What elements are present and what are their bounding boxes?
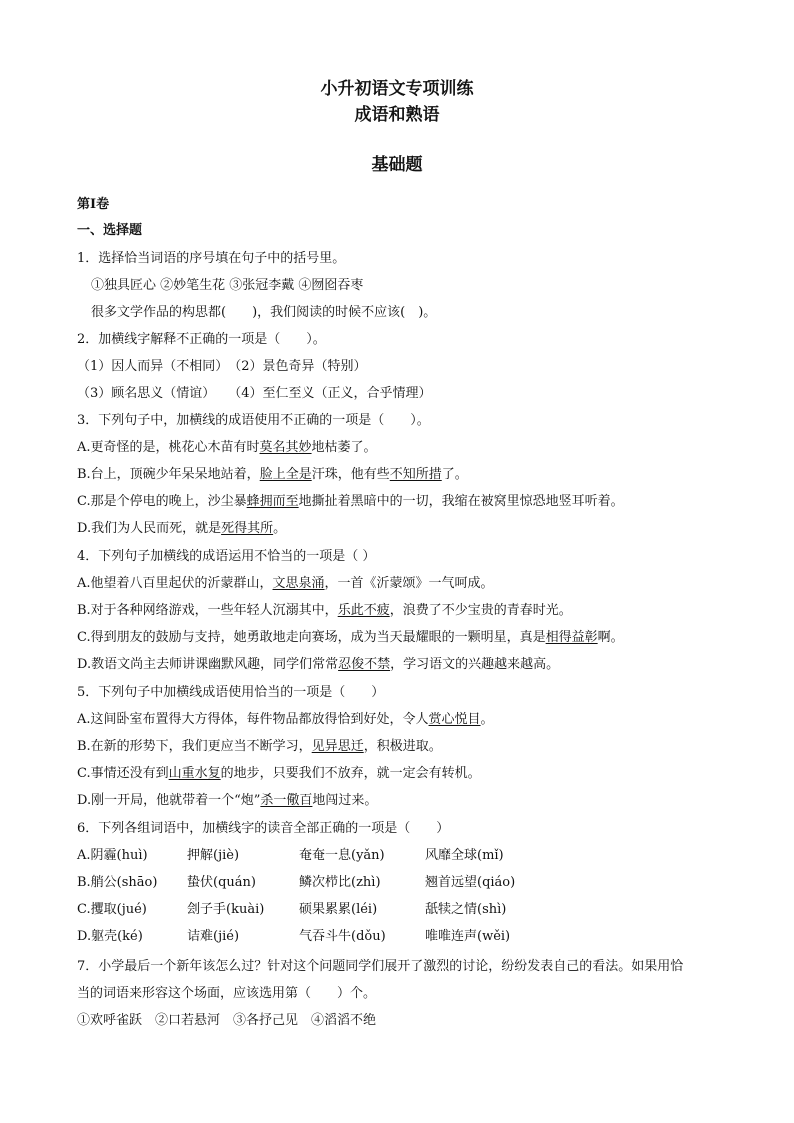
pinyin-item: B.艄公(shāo) — [77, 875, 158, 890]
option-text: 地闯过来。 — [312, 793, 378, 808]
underlined-idiom: 见异思迁 — [311, 739, 364, 754]
option-text: ，浪费了不少宝贵的青春时光。 — [389, 603, 572, 618]
option-text: 的地步，只要我们不放弃，就一定会有转机。 — [220, 766, 481, 781]
pinyin-item: 气吞斗牛(dǒu) — [299, 929, 386, 944]
question-7-options: ①欢呼雀跃 ②口若悬河 ③各抒己见 ④滔滔不绝 — [77, 1013, 377, 1028]
question-3-option-d — [77, 520, 754, 538]
question-1-stem: 1．选择恰当词语的序号填在句子中的括号里。 — [77, 251, 346, 266]
option-text: ，一首《沂蒙颂》一气呵成。 — [324, 576, 494, 591]
question-6-row-d — [77, 928, 754, 946]
option-text: 啊。 — [597, 630, 624, 645]
question-7-stem-line-2: 当的词语来形容这个场面，应该选用第（ ）个。 — [77, 986, 377, 1001]
underlined-idiom: 死得其所 — [221, 521, 274, 536]
question-3-option-a — [77, 439, 754, 457]
question-6-row-b — [77, 874, 754, 892]
option-text: B.对于各种网络游戏，一些年轻人沉溺其中， — [77, 603, 338, 618]
underlined-idiom: 蜂拥而至 — [246, 494, 299, 509]
question-4-option-b — [77, 602, 754, 620]
option-text: ，学习语文的兴趣越来越高。 — [390, 657, 560, 672]
question-6-row-c — [77, 901, 754, 919]
underlined-idiom: 不知所措 — [389, 467, 442, 482]
document-title: 小升初语文专项训练 — [320, 79, 474, 99]
option-text: 汗珠，他有些 — [311, 467, 390, 482]
question-5-option-a — [77, 711, 754, 729]
section-heading: 一、选择题 — [77, 223, 143, 238]
option-text: D.教语文尚主去师讲课幽默风趣，同学们常常 — [77, 657, 339, 672]
pinyin-item: 唯唯连声(wěi) — [425, 929, 511, 944]
question-3-option-b — [77, 466, 754, 484]
pinyin-item: 舐犊之情(shì) — [425, 902, 507, 917]
document-subtitle: 成语和熟语 — [354, 105, 440, 125]
pinyin-item: A.阴霾(huì) — [77, 848, 148, 863]
pinyin-item: 蛰伏(quán) — [187, 875, 256, 890]
question-2-row-2: （3）顾名思义（情谊） （4）至仁至义（正义，合乎情理） — [77, 386, 432, 401]
pinyin-item: 奄奄一息(yǎn) — [299, 848, 385, 863]
question-5-option-b — [77, 738, 754, 756]
option-text: C.那是个停电的晚上，沙尘暴 — [77, 494, 247, 509]
underlined-idiom: 赏心悦目 — [428, 712, 481, 727]
question-4-option-c — [77, 629, 754, 647]
option-text: ，积极进取。 — [363, 739, 442, 754]
pinyin-item: 风靡全球(mǐ) — [425, 848, 504, 863]
pinyin-item: 鳞次栉比(zhì) — [299, 875, 381, 890]
difficulty-heading: 基础题 — [371, 155, 423, 175]
option-text: 。 — [480, 712, 494, 727]
question-4-option-d — [77, 656, 754, 674]
underlined-idiom: 文思泉涌 — [272, 576, 325, 591]
option-text: B.在新的形势下，我们更应当不断学习， — [77, 739, 312, 754]
option-text: B.台上，顶碗少年呆呆地站着， — [77, 467, 260, 482]
question-1-options: ①独具匠心 ②妙笔生花 ③张冠李戴 ④囫囵吞枣 — [91, 278, 364, 293]
volume-label: 第Ⅰ卷 — [77, 197, 110, 212]
option-text: D.刚一开局，他就带着一个“炮” — [77, 793, 261, 808]
underlined-idiom: 山重水复 — [168, 766, 221, 781]
question-1-sentence: 很多文学作品的构思都( )，我们阅读的时候不应该( )。 — [91, 305, 437, 320]
underlined-idiom: 忍俊不禁 — [338, 657, 391, 672]
question-5-stem: 5．下列句子中加横线成语使用恰当的一项是（ ） — [77, 685, 385, 700]
question-2-row-1: （1）因人而异（不相同） （2）景色奇异（特别） — [77, 359, 367, 374]
underlined-idiom: 莫名其妙 — [259, 440, 312, 455]
question-6-stem: 6．下列各组词语中，加横线字的读音全部正确的一项是（ ） — [77, 821, 450, 836]
pinyin-item: 刽子手(kuài) — [187, 902, 265, 917]
question-4-stem: 4．下列句子加横线的成语运用不恰当的一项是（ ） — [77, 549, 376, 564]
question-7-stem-line-1: 7．小学最后一个新年该怎么过？针对这个问题同学们展开了激烈的讨论，纷纷发表自己的看法。如果用恰 — [77, 959, 684, 974]
question-5-option-d — [77, 792, 754, 810]
pinyin-item: C.攫取(jué) — [77, 902, 147, 917]
option-text: C.事情还没有到 — [77, 766, 169, 781]
pinyin-item: 翘首远望(qiáo) — [425, 875, 516, 890]
option-text: 。 — [273, 521, 287, 536]
pinyin-item: D.躯壳(ké) — [77, 929, 143, 944]
question-5-option-c — [77, 765, 754, 783]
underlined-phrase: 脸上全是 — [259, 467, 312, 482]
pinyin-item: 硕果累累(léi) — [299, 902, 378, 917]
option-text: 了。 — [441, 467, 468, 482]
option-text: A.这间卧室布置得大方得体，每件物品都放得恰到好处，令人 — [77, 712, 429, 727]
pinyin-item: 押解(jiè) — [187, 848, 240, 863]
option-text: A.他望着八百里起伏的沂蒙群山， — [77, 576, 273, 591]
pinyin-item: 诘难(jié) — [187, 929, 240, 944]
question-2-stem: 2．加横线字解释不正确的一项是（ ）。 — [77, 332, 326, 347]
question-3-stem: 3．下列句子中，加横线的成语使用不正确的一项是（ ）。 — [77, 413, 430, 428]
question-6-row-a — [77, 847, 754, 865]
option-text: 地撕扯着黑暗中的一切，我缩在被窝里惊恐地竖耳听着。 — [298, 494, 624, 509]
underlined-idiom: 乐此不疲 — [337, 603, 390, 618]
option-text: A.更奇怪的是，桃花心木苗有时 — [77, 440, 260, 455]
underlined-idiom: 相得益彰 — [545, 630, 598, 645]
option-text: D.我们为人民而死，就是 — [77, 521, 222, 536]
question-4-option-a — [77, 575, 754, 593]
question-3-option-c — [77, 493, 754, 511]
underlined-idiom: 杀一儆百 — [260, 793, 313, 808]
option-text: C.得到朋友的鼓励与支持，她勇敢地走向赛场，成为当天最耀眼的一颗明星，真是 — [77, 630, 546, 645]
option-text: 地枯萎了。 — [311, 440, 377, 455]
